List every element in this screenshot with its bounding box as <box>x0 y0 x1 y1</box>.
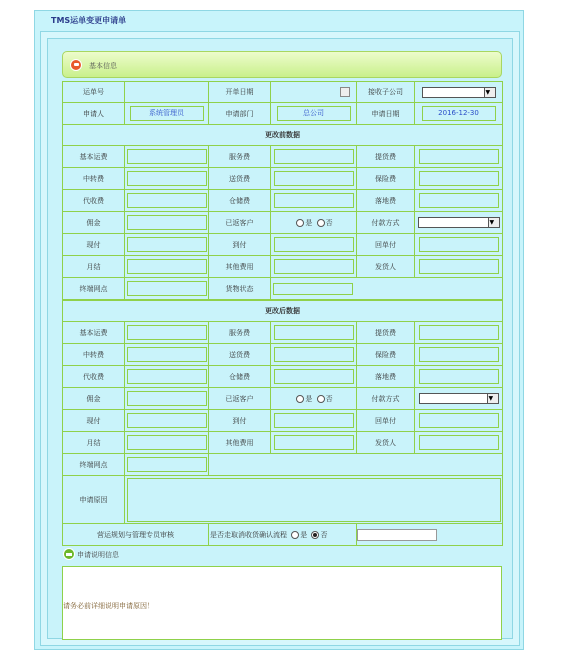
field-cell <box>125 366 209 388</box>
field-label: 回单付 <box>357 234 415 256</box>
empty-cell <box>209 454 503 476</box>
field-cell <box>125 256 209 278</box>
field-cell <box>271 234 357 256</box>
field-cell <box>125 212 209 234</box>
field-label: 终端网点 <box>63 454 125 476</box>
radio-no-label: 否 <box>325 218 333 227</box>
returned-customer-after-radios <box>271 388 357 410</box>
field-cell <box>125 454 209 476</box>
info-icon <box>70 59 82 71</box>
field-label: 服务费 <box>209 322 271 344</box>
service-fee-after-input[interactable] <box>274 325 354 340</box>
field-cell <box>125 410 209 432</box>
reviewer-label: 营运规划与管理专员审核 <box>63 524 209 546</box>
field-label: 付款方式 <box>357 212 415 234</box>
field-cell <box>415 432 503 454</box>
applicant-label: 申请人 <box>63 103 125 125</box>
reviewer-input[interactable] <box>357 529 437 541</box>
confirm-radio-yes[interactable] <box>291 531 299 539</box>
field-cell <box>415 212 503 234</box>
chevron-down-icon <box>484 88 495 97</box>
field-label: 仓储费 <box>209 190 271 212</box>
monthly-before-input[interactable] <box>127 259 207 274</box>
field-label: 提货费 <box>357 322 415 344</box>
field-cell <box>415 168 503 190</box>
field-cell <box>271 410 357 432</box>
field-label: 代收费 <box>63 366 125 388</box>
confirm-flow-cell <box>209 524 357 546</box>
field-cell <box>271 344 357 366</box>
field-label: 其他费用 <box>209 256 271 278</box>
unload-fee-after-input[interactable] <box>419 369 499 384</box>
field-label: 基本运费 <box>63 146 125 168</box>
after-table <box>62 300 503 546</box>
returned-customer-before-radios <box>271 212 357 234</box>
arrival-pay-after-input[interactable] <box>274 413 354 428</box>
apply-date-cell <box>415 103 503 125</box>
dept-input[interactable]: 总公司 <box>277 106 351 121</box>
field-cell <box>415 234 503 256</box>
field-label: 发货人 <box>357 256 415 278</box>
other-fee-before-input[interactable] <box>274 259 354 274</box>
field-label: 中转费 <box>63 344 125 366</box>
form-body <box>47 38 513 639</box>
field-label: 付款方式 <box>357 388 415 410</box>
field-cell <box>415 146 503 168</box>
field-label: 回单付 <box>357 410 415 432</box>
field-label: 落地费 <box>357 190 415 212</box>
radio-no-label: 否 <box>325 394 333 403</box>
field-cell <box>125 388 209 410</box>
receiver-sub-cell <box>415 82 503 103</box>
reason-cell <box>125 476 503 524</box>
insurance-fee-before-input[interactable] <box>419 171 499 186</box>
field-cell <box>271 190 357 212</box>
confirm-yes-label: 是 <box>300 530 308 539</box>
dept-cell <box>271 103 357 125</box>
field-label: 基本运费 <box>63 322 125 344</box>
field-label: 到付 <box>209 410 271 432</box>
field-cell <box>415 256 503 278</box>
field-cell <box>125 322 209 344</box>
note-box <box>62 566 502 640</box>
field-cell <box>271 168 357 190</box>
field-cell <box>125 190 209 212</box>
note-icon <box>63 548 75 560</box>
pickup-fee-after-input[interactable] <box>419 325 499 340</box>
collection-fee-before-input[interactable] <box>127 193 207 208</box>
field-label: 仓储费 <box>209 366 271 388</box>
open-date-cell[interactable] <box>271 82 357 103</box>
arrival-pay-before-input[interactable] <box>274 237 354 252</box>
open-date-label: 开单日期 <box>209 82 271 103</box>
banner-label: 基本信息 <box>89 62 117 70</box>
note-title: 申请说明信息 <box>77 551 119 559</box>
delivery-fee-before-input[interactable] <box>274 171 354 186</box>
field-label: 终端网点 <box>63 278 125 300</box>
field-label: 服务费 <box>209 146 271 168</box>
field-label: 月结 <box>63 256 125 278</box>
radio-yes-label: 是 <box>305 394 313 403</box>
payment-method-before-select[interactable] <box>418 217 500 228</box>
field-cell <box>271 278 503 300</box>
applicant-input[interactable]: 系统管理员 <box>130 106 204 121</box>
note-text: 请务必前详细说明申请原因！ <box>63 602 154 610</box>
field-label: 送货费 <box>209 344 271 366</box>
waybill-no-label: 运单号 <box>63 82 125 103</box>
field-cell <box>415 410 503 432</box>
commission-before-input[interactable] <box>127 215 207 230</box>
transfer-fee-after-input[interactable] <box>127 347 207 362</box>
field-cell <box>125 234 209 256</box>
form-frame <box>40 31 520 646</box>
field-label: 提货费 <box>357 146 415 168</box>
chevron-down-icon <box>487 394 498 403</box>
storage-fee-after-input[interactable] <box>274 369 354 384</box>
radio-yes[interactable] <box>296 219 304 227</box>
radio-yes-label: 是 <box>305 218 313 227</box>
transfer-fee-before-input[interactable] <box>127 171 207 186</box>
field-cell <box>415 388 503 410</box>
field-label: 代收费 <box>63 190 125 212</box>
field-label: 落地费 <box>357 366 415 388</box>
chevron-down-icon <box>488 218 499 227</box>
confirm-no-label: 否 <box>320 530 328 539</box>
field-cell <box>271 322 357 344</box>
field-label: 已返客户 <box>209 388 271 410</box>
monthly-after-input[interactable] <box>127 435 207 450</box>
field-label: 佣金 <box>63 388 125 410</box>
field-cell <box>271 366 357 388</box>
sender-before-input[interactable] <box>419 259 499 274</box>
form-window <box>34 10 524 650</box>
dept-label: 申请部门 <box>209 103 271 125</box>
field-label: 保险费 <box>357 344 415 366</box>
field-cell <box>415 344 503 366</box>
return-pay-after-input[interactable] <box>419 413 499 428</box>
waybill-no-cell <box>125 82 209 103</box>
basic-info-banner <box>62 51 502 78</box>
applicant-cell <box>125 103 209 125</box>
field-cell <box>415 190 503 212</box>
return-pay-before-input[interactable] <box>419 237 499 252</box>
cargo-status-input[interactable] <box>273 283 353 295</box>
service-fee-before-input[interactable] <box>274 149 354 164</box>
receiver-sub-select[interactable] <box>422 87 496 98</box>
apply-date-input[interactable]: 2016-12-30 <box>422 106 496 121</box>
other-fee-after-input[interactable] <box>274 435 354 450</box>
reviewer-cell <box>357 524 503 546</box>
waybill-no-input[interactable] <box>127 85 207 100</box>
header-table <box>62 81 503 125</box>
field-label: 月结 <box>63 432 125 454</box>
field-cell <box>125 168 209 190</box>
radio-yes[interactable] <box>296 395 304 403</box>
field-label: 到付 <box>209 234 271 256</box>
field-label: 佣金 <box>63 212 125 234</box>
field-cell <box>415 366 503 388</box>
insurance-fee-after-input[interactable] <box>419 347 499 362</box>
cash-pay-before-input[interactable] <box>127 237 207 252</box>
field-label: 已返客户 <box>209 212 271 234</box>
sender-after-input[interactable] <box>419 435 499 450</box>
radio-no[interactable] <box>317 219 325 227</box>
pickup-fee-before-input[interactable] <box>419 149 499 164</box>
storage-fee-before-input[interactable] <box>274 193 354 208</box>
field-cell <box>415 322 503 344</box>
field-label: 送货费 <box>209 168 271 190</box>
collection-fee-after-input[interactable] <box>127 369 207 384</box>
field-label: 现付 <box>63 410 125 432</box>
before-section-title: 更改前数据 <box>63 125 503 146</box>
apply-date-label: 申请日期 <box>357 103 415 125</box>
field-label: 保险费 <box>357 168 415 190</box>
before-table <box>62 124 503 300</box>
unload-fee-before-input[interactable] <box>419 193 499 208</box>
field-cell <box>271 432 357 454</box>
field-label: 发货人 <box>357 432 415 454</box>
terminal-before-input[interactable] <box>127 281 207 296</box>
field-cell <box>125 344 209 366</box>
commission-after-input[interactable] <box>127 391 207 406</box>
field-cell <box>125 432 209 454</box>
radio-no[interactable] <box>317 395 325 403</box>
field-label: 现付 <box>63 234 125 256</box>
calendar-icon[interactable] <box>340 87 350 97</box>
receiver-sub-label: 接收子公司 <box>357 82 415 103</box>
cash-pay-after-input[interactable] <box>127 413 207 428</box>
confirm-radio-no[interactable] <box>311 531 319 539</box>
field-label: 中转费 <box>63 168 125 190</box>
reason-label: 申请原因 <box>63 476 125 524</box>
after-section-title: 更改后数据 <box>63 301 503 322</box>
basic-freight-after-input[interactable] <box>127 325 207 340</box>
field-cell <box>125 146 209 168</box>
delivery-fee-after-input[interactable] <box>274 347 354 362</box>
terminal-after-input[interactable] <box>127 457 207 472</box>
field-cell <box>125 278 209 300</box>
field-label: 货物状态 <box>209 278 271 300</box>
field-cell <box>271 256 357 278</box>
window-title: TMS运单变更申请单 <box>51 16 127 25</box>
field-cell <box>271 146 357 168</box>
confirm-flow-label: 是否走取消收货确认流程 <box>210 530 287 539</box>
reason-textarea[interactable] <box>127 478 501 522</box>
field-label: 其他费用 <box>209 432 271 454</box>
payment-method-after-select[interactable] <box>419 393 499 404</box>
basic-freight-before-input[interactable] <box>127 149 207 164</box>
